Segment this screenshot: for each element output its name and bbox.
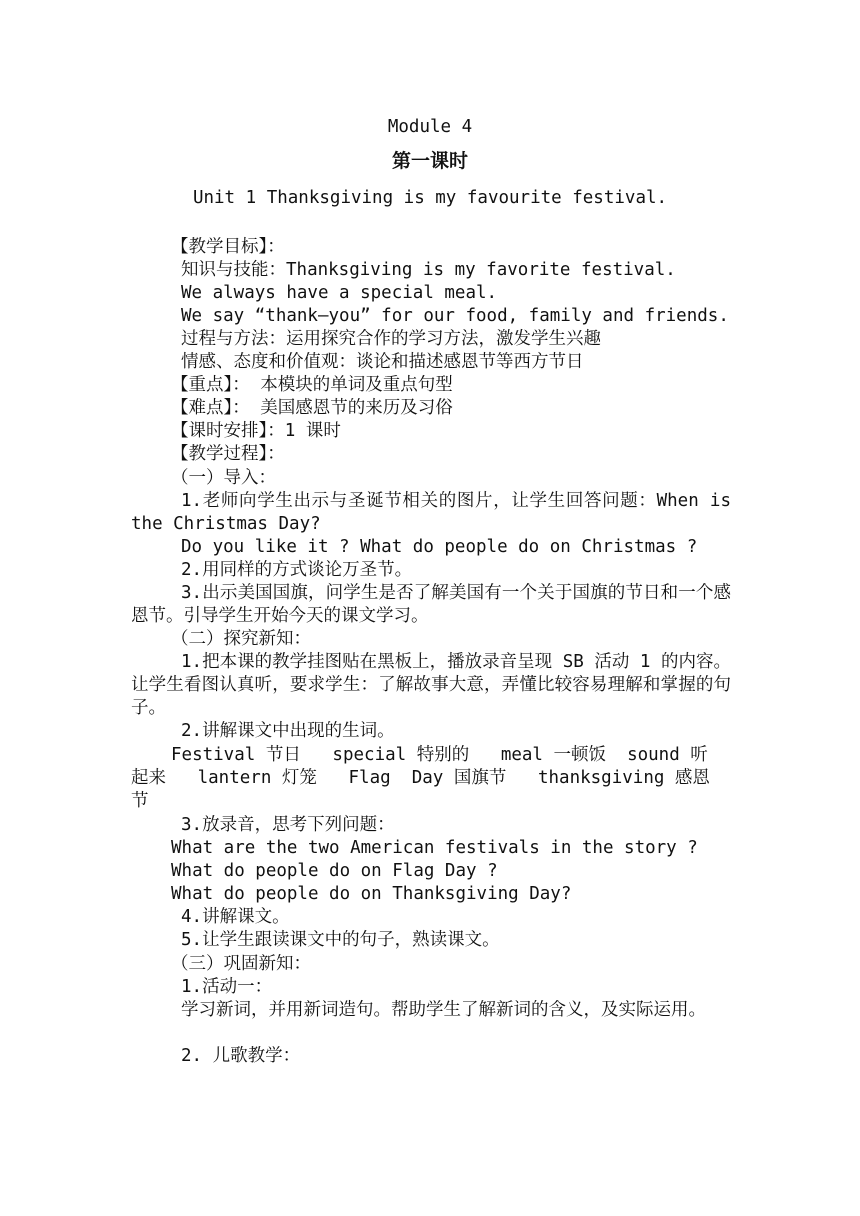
part3-activity2: 2. 儿歌教学： [181, 1046, 301, 1066]
part1-step1-followup: Do you like it ? What do people do on Christmas ? [181, 537, 698, 557]
lesson-title: 第一课时 [391, 150, 468, 172]
part2-title: （二）探究新知： [171, 629, 311, 649]
question-1: What are the two American festivals in the story ? [171, 838, 698, 858]
schedule: 【课时安排】：1 课时 [171, 421, 341, 441]
part1-step3: 3.出示美国国旗，问学生是否了解美国有一个关于国旗的节日和一个感恩节。引导学生开始今天的课文学习。 [131, 583, 731, 626]
part1-step2: 2.用同样的方式谈论万圣节。 [181, 560, 413, 580]
vocab-line-2: 起来 lantern 灯笼 Flag Day 国旗节 thanksgiving 感恩 [131, 768, 710, 788]
objective-line-3: We say “thank—you” for our food, family and friends. [181, 306, 729, 326]
objective-attitude: 情感、态度和价值观：谈论和描述感恩节等西方节日 [181, 352, 584, 372]
key-points: 【重点】： 本模块的单词及重点句型 [171, 375, 453, 395]
vocab-line-3: 节 [131, 791, 149, 811]
part1-title: （一）导入： [171, 468, 276, 488]
vocab-line-1: Festival 节日 special 特别的 meal 一顿饭 sound 听 [171, 745, 708, 765]
part3-activity1-desc: 学习新词，并用新词造句。帮助学生了解新词的含义，及实际运用。 [181, 1000, 706, 1020]
module-title: Module 4 [387, 117, 473, 137]
difficulties: 【难点】： 美国感恩节的来历及习俗 [171, 398, 453, 418]
part2-step1: 1.把本课的教学挂图贴在黑板上，播放录音呈现 SB 活动 1 的内容。让学生看图认真听，要求学生：了解故事大意，弄懂比较容易理解和掌握的句子。 [131, 652, 731, 718]
part1-step1: 1.老师向学生出示与圣诞节相关的图片，让学生回答问题：When is the Christmas Day? [131, 491, 731, 534]
question-3: What do people do on Thanksgiving Day? [171, 884, 572, 904]
objective-line-2: We always have a special meal. [181, 283, 498, 303]
part2-step3: 3.放录音，思考下列问题： [181, 815, 395, 835]
part2-step5: 5.让学生跟读课文中的句子，熟读课文。 [181, 930, 500, 950]
objectives-heading: 【教学目标】： [171, 237, 285, 257]
objective-knowledge: 知识与技能：Thanksgiving is my favorite festival. [181, 260, 676, 280]
part3-activity1: 1.活动一： [181, 977, 273, 997]
objective-process: 过程与方法：运用探究合作的学习方法，激发学生兴趣 [181, 329, 601, 349]
unit-title: Unit 1 Thanksgiving is my favourite festival. [192, 188, 668, 208]
procedure-heading: 【教学过程】： [171, 444, 285, 464]
part2-step4: 4.讲解课文。 [181, 907, 290, 927]
part2-step2: 2.讲解课文中出现的生词。 [181, 721, 395, 741]
question-2: What do people do on Flag Day ? [171, 861, 498, 881]
part3-title: （三）巩固新知： [171, 954, 311, 974]
